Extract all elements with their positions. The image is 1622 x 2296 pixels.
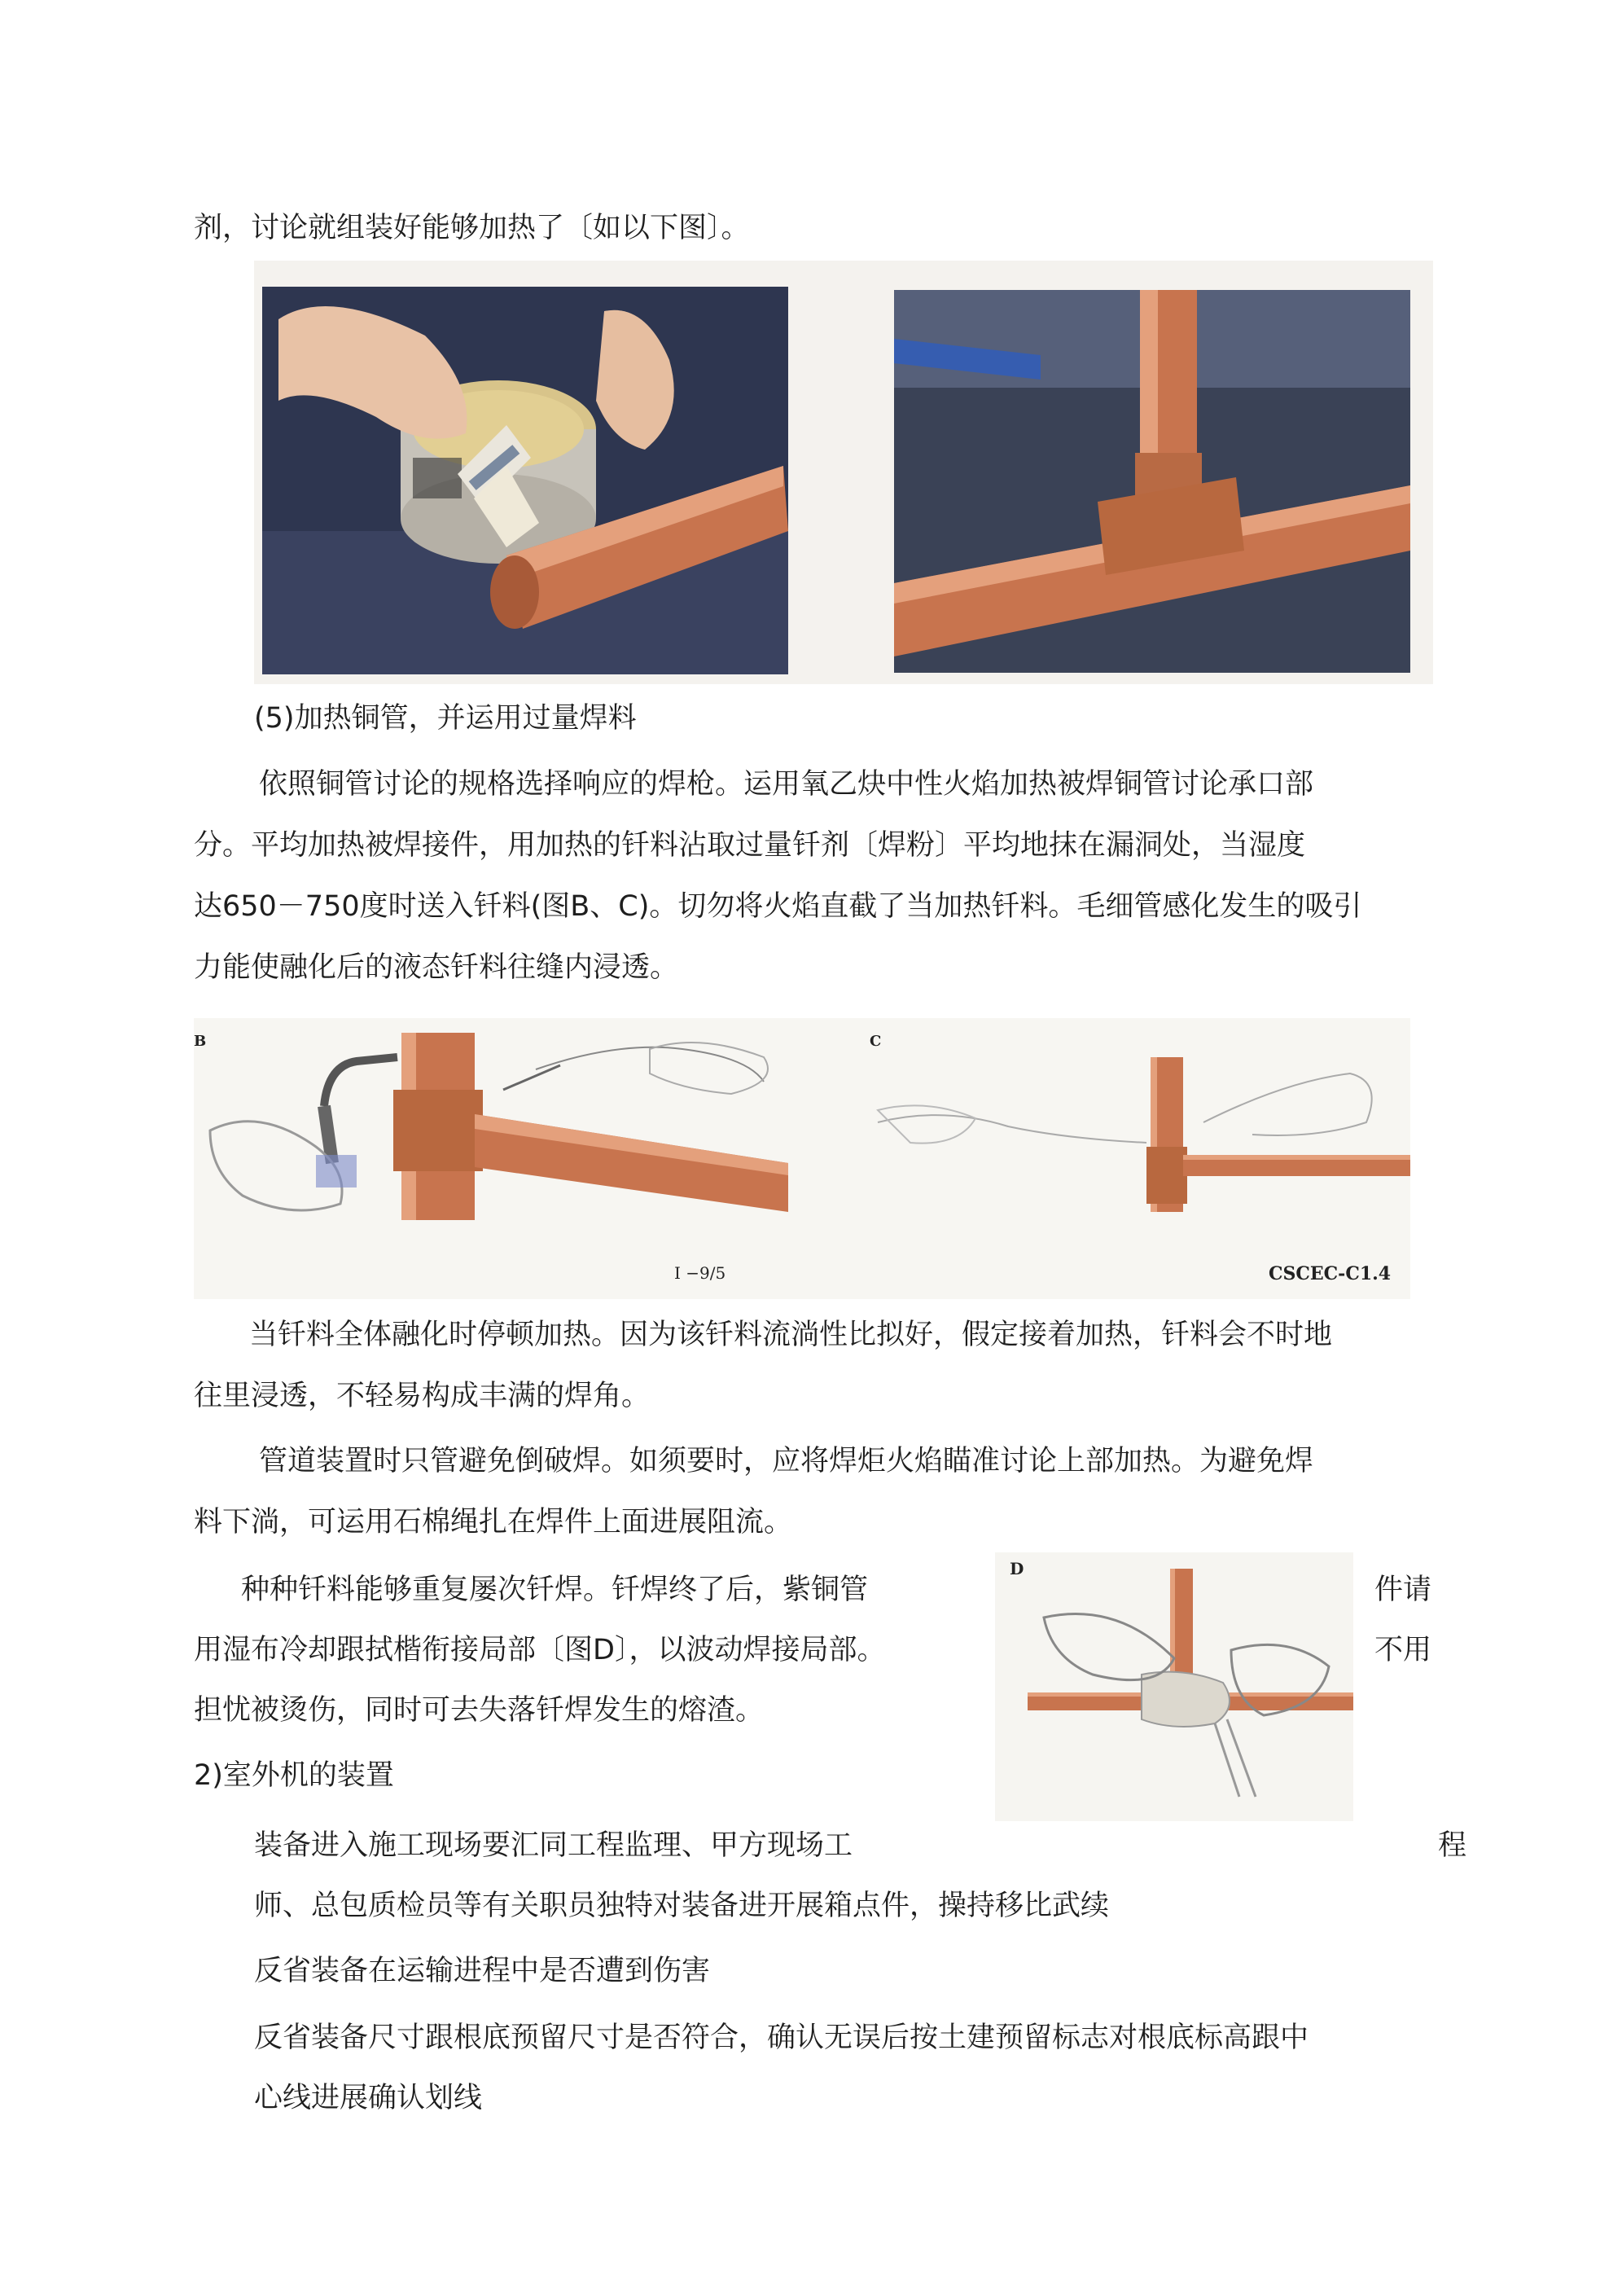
p4-line2-right: 不用 [1374, 1634, 1432, 1666]
figure-b-caption: I −9/5 [674, 1263, 726, 1283]
section2-heading: 2)室外机的装置 [194, 1759, 394, 1792]
p4-line1-right: 件请 [1374, 1574, 1432, 1606]
s2-line3: 反省装备在运输进程中是否遭到伤害 [254, 1955, 711, 1987]
p4-line2-left: 用湿布冷却跟拭楷衔接局部〔图D〕，以波动焊接局部。 [194, 1634, 886, 1666]
s2-line5: 心线进展确认划线 [254, 2082, 483, 2114]
photo-applying-flux [262, 287, 788, 674]
s2-line1-left: 装备进入施工现场要汇同工程监理、甲方现场工 [254, 1829, 853, 1862]
p2-line1: 当钎料全体融化时停顿加热。因为该钎料流淌性比拟好，假定接着加热，钎料会不时地 [249, 1319, 1333, 1351]
s2-line1-right: 程 [1438, 1829, 1467, 1862]
s2-line4: 反省装备尺寸跟根底预留尺寸是否符合，确认无误后按土建预留标志对根底标高跟中 [254, 2022, 1309, 2054]
s2-line2: 师、总包质检员等有关职员独特对装备进开展箱点件，操持移比武续 [254, 1890, 1110, 1922]
figure-d [995, 1552, 1353, 1821]
figure-d-letter: D [1010, 1559, 1024, 1578]
p1-line1: 依照铜管讨论的规格选择响应的焊枪。运用氧乙炔中性火焰加热被焊铜管讨论承口部 [259, 768, 1314, 801]
p2-line2: 往里浸透，不轻易构成丰满的焊角。 [194, 1380, 651, 1412]
intro-line: 剂，讨论就组装好能够加热了〔如以下图〕。 [194, 212, 750, 244]
photo-tee-joint [894, 290, 1410, 673]
figure-c [861, 1033, 1410, 1284]
p3-line1: 管道装置时只管避免倒破焊。如须要时，应将焊炬火焰瞄准讨论上部加热。为避免焊 [259, 1445, 1314, 1477]
p4-line1-left: 种种钎料能够重复屡次钎焊。钎焊终了后，紫铜管 [241, 1574, 869, 1606]
p1-line4: 力能使融化后的液态钎料往缝内浸透。 [194, 951, 679, 984]
figure-b [194, 1033, 788, 1283]
p4-line3: 担忧被烫伤，同时可去失落钎焊发生的熔渣。 [194, 1694, 765, 1727]
p3-line2: 料下淌，可运用石棉绳扎在焊件上面进展阻流。 [194, 1506, 793, 1539]
step5-heading: (5)加热铜管，并运用过量焊料 [254, 702, 637, 735]
figure-c-caption: CSCEC-C1.4 [1269, 1263, 1392, 1284]
figure-b-letter: B [194, 1033, 207, 1050]
figure-c-letter: C [870, 1033, 882, 1050]
p1-line2: 分。平均加热被焊接件，用加热的钎料沾取过量钎剂〔焊粉〕平均地抹在漏洞处，当湿度 [194, 829, 1306, 862]
p1-line3: 达650－750度时送入钎料(图B、C)。切勿将火焰直截了当加热钎料。毛细管感化发生的吸引 [194, 890, 1362, 923]
